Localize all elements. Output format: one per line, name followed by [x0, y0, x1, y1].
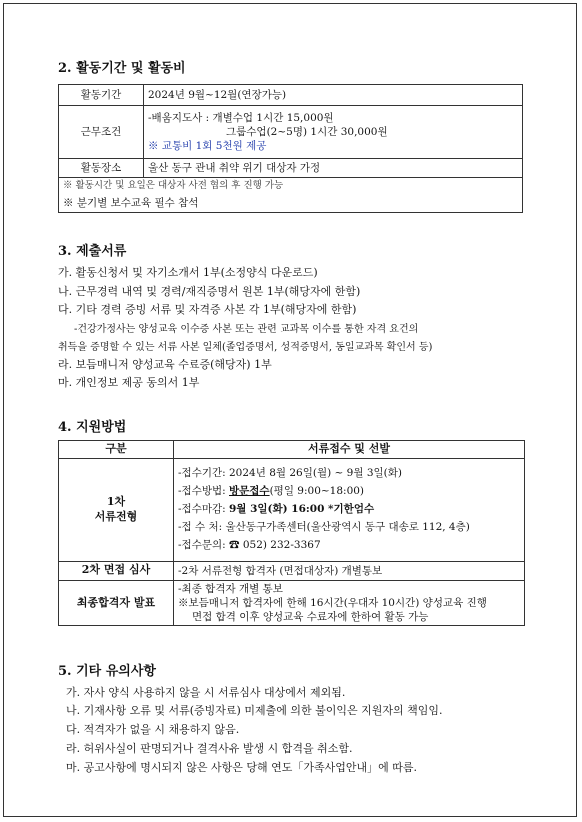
doc-item-3-note-b: 취득을 증명할 수 있는 서류 사본 일체(졸업증명서, 성적증명서, 동일교과목 확인서 등): [58, 342, 433, 353]
header-process: 서류접수 및 선발: [174, 441, 525, 459]
method-value: 방문접수: [229, 485, 270, 498]
section-2-title: 2. 활동기간 및 활동비: [58, 61, 186, 76]
deadline-value: 9월 3일(화) 16:00 *기한엄수: [229, 502, 375, 515]
section-4-title: 4. 지원방법: [58, 420, 127, 435]
stage-1-details: [174, 458, 525, 561]
stage-1-line-3: [178, 501, 520, 519]
method-hours: (평일 9:00~18:00): [269, 485, 365, 498]
notice-item-4: 라. 허위사실이 판명되거나 결격사유 발생 시 합격을 취소함.: [66, 742, 353, 755]
condition-value: [144, 106, 523, 159]
notice-item-1: 가. 자사 양식 사용하지 않을 시 서류심사 대상에서 제외됨.: [66, 686, 346, 699]
place-value: 울산 동구 관내 취약 위기 대상자 가정: [144, 159, 523, 178]
stage-1-line-5: -접수문의: ☎ 052) 232-3367: [178, 538, 321, 551]
section-3-title: 3. 제출서류: [58, 244, 127, 259]
note-2: ※ 분기별 보수교육 필수 참석: [63, 197, 199, 210]
method-label: -접수방법:: [178, 485, 229, 498]
period-label: 활동기간: [59, 85, 144, 106]
notes-cell: [59, 178, 523, 213]
stage-1-label-b: 서류전형: [94, 509, 138, 523]
stage-3-line-2: ※보듬매니저 합격자에 한해 16시간(우대자 10시간) 양성교육 진행: [178, 597, 487, 610]
period-value: 2024년 9월~12월(연장가능): [144, 85, 523, 106]
doc-item-3: 다. 기타 경력 증빙 서류 및 자격증 사본 각 1부(해당자에 한함): [58, 303, 357, 316]
condition-label: 근무조건: [59, 106, 144, 159]
condition-line-2: 그룹수업(2~5명) 1시간 30,000원: [226, 125, 388, 138]
stage-1-label-a: 1차: [106, 495, 126, 508]
stage-3-label: 최종합격자 발표: [59, 580, 174, 626]
activity-table: [58, 84, 523, 213]
condition-line-1: -배움지도사 : 개별수업 1시간 15,000원: [148, 111, 334, 124]
place-label: 활동장소: [59, 159, 144, 178]
condition-line-3: ※ 교통비 1회 5천원 제공: [148, 140, 267, 153]
note-1: ※ 활동시간 및 요일은 대상자 사전 협의 후 진행 가능: [63, 179, 284, 191]
stage-1-line-4: -접 수 처: 울산동구가족센터(울산광역시 동구 대송로 112, 4층): [178, 520, 470, 533]
notice-item-2: 나. 기재사항 오류 및 서류(증빙자료) 미제출에 의한 불이익은 지원자의 책임임.: [66, 704, 443, 717]
stage-1-label: [59, 458, 174, 561]
doc-item-2: 나. 근무경력 내역 및 경력/재직증명서 원본 1부(해당자에 한함): [58, 285, 361, 298]
notice-item-3: 다. 적격자가 없을 시 채용하지 않음.: [66, 723, 240, 736]
application-table: [58, 440, 525, 626]
stage-3-line-3: 면접 합격 이후 양성교육 수료자에 한하여 활동 가능: [192, 611, 429, 624]
header-category: 구분: [59, 441, 174, 459]
stage-2-label: 2차 면접 심사: [59, 561, 174, 580]
stage-3-line-1: -최종 합격자 개별 통보: [178, 582, 283, 595]
section-5-title: 5. 기타 유의사항: [58, 664, 156, 679]
notice-item-5: 마. 공고사항에 명시되지 않은 사항은 당해 연도「가족사업안내」에 따름.: [66, 761, 417, 774]
doc-item-5: 마. 개인정보 제공 동의서 1부: [58, 376, 200, 389]
stage-3-details: [174, 580, 525, 626]
deadline-label: -접수마감:: [178, 502, 229, 515]
doc-item-3-note-a: -건강가정사는 양성교육 이수증 사본 또는 관련 교과목 이수를 통한 자격 요건의: [74, 324, 419, 335]
doc-item-1: 가. 활동신청서 및 자기소개서 1부(소정양식 다운로드): [58, 266, 318, 279]
stage-1-line-1: -접수기간: 2024년 8월 26일(월) ~ 9월 3일(화): [178, 467, 402, 480]
stage-2-value: -2차 서류전형 합격자 (면접대상자) 개별통보: [174, 561, 525, 580]
doc-item-4: 라. 보듬매니저 양성교육 수료증(해당자) 1부: [58, 358, 272, 371]
stage-1-line-2: [178, 483, 520, 501]
